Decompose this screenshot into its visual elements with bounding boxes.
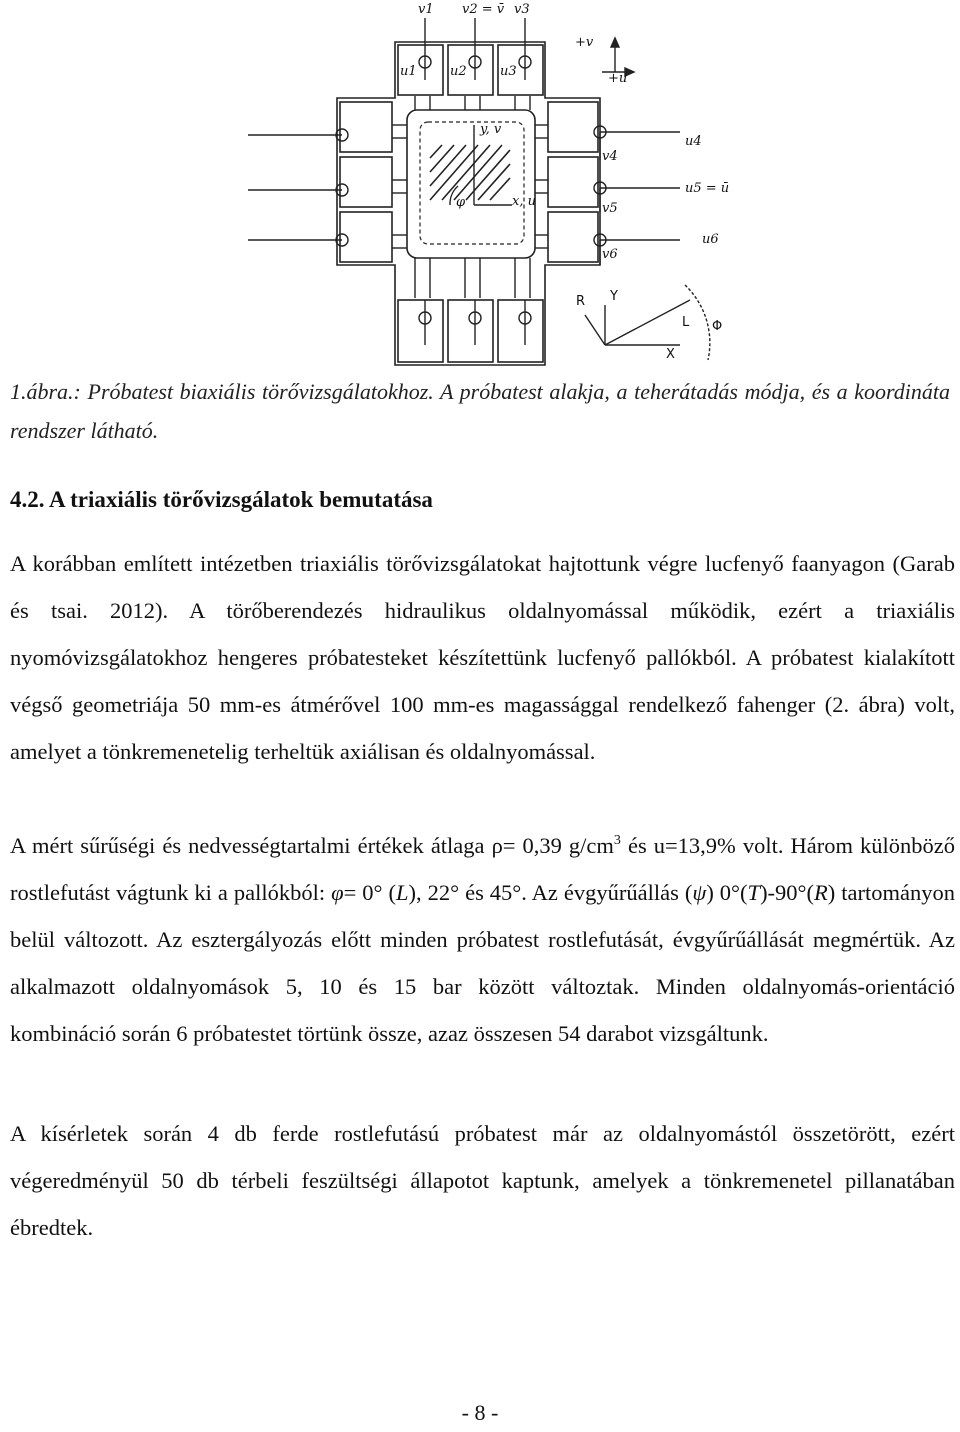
label-plus-v: +v (575, 35, 594, 50)
p2-L: L (395, 880, 409, 905)
central-dashed (420, 122, 524, 244)
p2-psi: ψ (692, 880, 707, 905)
p2-part-a: A mért sűrűségi és nedvességtartalmi értékek átlaga ρ= 0,39 g/cm (10, 833, 614, 858)
label-v1: v1 (418, 2, 434, 17)
label-X: X (666, 347, 675, 362)
p2-part-c: = 0° ( (343, 880, 396, 905)
label-u4: u4 (685, 134, 702, 149)
label-v3: v3 (514, 2, 530, 17)
right-grip-3 (548, 212, 598, 262)
label-Phi: Φ (712, 319, 723, 334)
paragraph-3: A kísérletek során 4 db ferde rostlefutású próbatest már az oldalnyomástól összetörött, ezért végeredményül 50 db térbeli feszültségi állapotot kaptunk, amelyek a tönkremenetel pillanatában ébredtek. (10, 1121, 955, 1240)
figure-caption: 1.ábra.: Próbatest biaxiális törővizsgálatokhoz. A próbatest alakja, a teherátadás módja, és a koordináta rendszer látható. (10, 379, 950, 443)
section-title: A triaxiális törővizsgálatok bemutatása (48, 487, 433, 512)
bottom-grip-3 (498, 300, 543, 362)
left-grip-1 (340, 102, 392, 152)
p2-part-f: )-90°( (760, 880, 815, 905)
grain-hatching (430, 145, 510, 200)
section-heading (10, 480, 433, 520)
label-phi: φ (456, 195, 466, 210)
p2-part-d: ), 22° és 45°. Az évgyűrűállás ( (408, 880, 693, 905)
label-u5: u5 = ū (685, 181, 730, 196)
label-v2: v2 = v̄ (462, 2, 505, 17)
label-L: L (682, 315, 690, 330)
section-number: 4.2. (10, 487, 45, 512)
bottom-grip-1 (398, 300, 443, 362)
p2-T: T (747, 880, 761, 905)
central-square (407, 110, 535, 258)
left-grip-2 (340, 157, 392, 207)
label-u2: u2 (450, 64, 467, 79)
paragraph-2 (10, 822, 955, 1057)
specimen-figure (230, 0, 760, 372)
p2-superscript: 3 (613, 833, 621, 848)
p2-R: R (814, 880, 828, 905)
right-grip-1 (548, 102, 598, 152)
paragraph-1: A korábban említett intézetben triaxiális törővizsgálatokat hajtottunk végre lucfenyő faanyagon (Garab és tsai. 2012). A törőberendezés hidraulikus oldalnyomással működik, ezért a triaxiális nyomóvizsgálatokhoz hengeres próbatesteket készítettünk lucfenyő pallókból. A próbatest kialakított végső geometriája 50 mm-es átmérővel 100 mm-es magassággal rendelkező fahenger (2. ábra) volt, amelyet a tönkremenetelig terheltük axiálisan és oldalnyomással. (10, 551, 955, 764)
p2-part-b: és u=13,9% volt. Három különböző rostlefutást vágtunk ki a pallókból: (10, 833, 955, 905)
label-v5: v5 (602, 201, 618, 216)
label-v6: v6 (602, 247, 618, 262)
label-u6: u6 (702, 232, 719, 247)
label-R: R (576, 294, 586, 309)
label-v4: v4 (602, 149, 618, 164)
label-u1: u1 (400, 64, 417, 79)
p2-part-e: ) 0°( (706, 880, 748, 905)
label-Y: Y (610, 289, 618, 304)
label-xu: x, u (512, 194, 536, 209)
p2-part-g: ) tartományon belül változott. Az esztergályozás előtt minden próbatest rostlefutását, évgyűrűállását megmértük. Az alkalmazott oldalnyomások 5, 10 és 15 bar között változtak. Minden oldalnyomás-orientáció kombináció során 6 próbatestet törtünk össze, azaz összesen 54 darabot vizsgáltunk. (10, 880, 955, 1046)
label-u3: u3 (500, 64, 517, 79)
page-number: - 8 - (461, 1400, 499, 1425)
label-yv: y, v (480, 122, 502, 137)
right-grip-2 (548, 157, 598, 207)
bottom-grip-2 (448, 300, 493, 362)
p2-phi: φ (331, 880, 344, 905)
label-plus-u: +u (608, 71, 628, 86)
